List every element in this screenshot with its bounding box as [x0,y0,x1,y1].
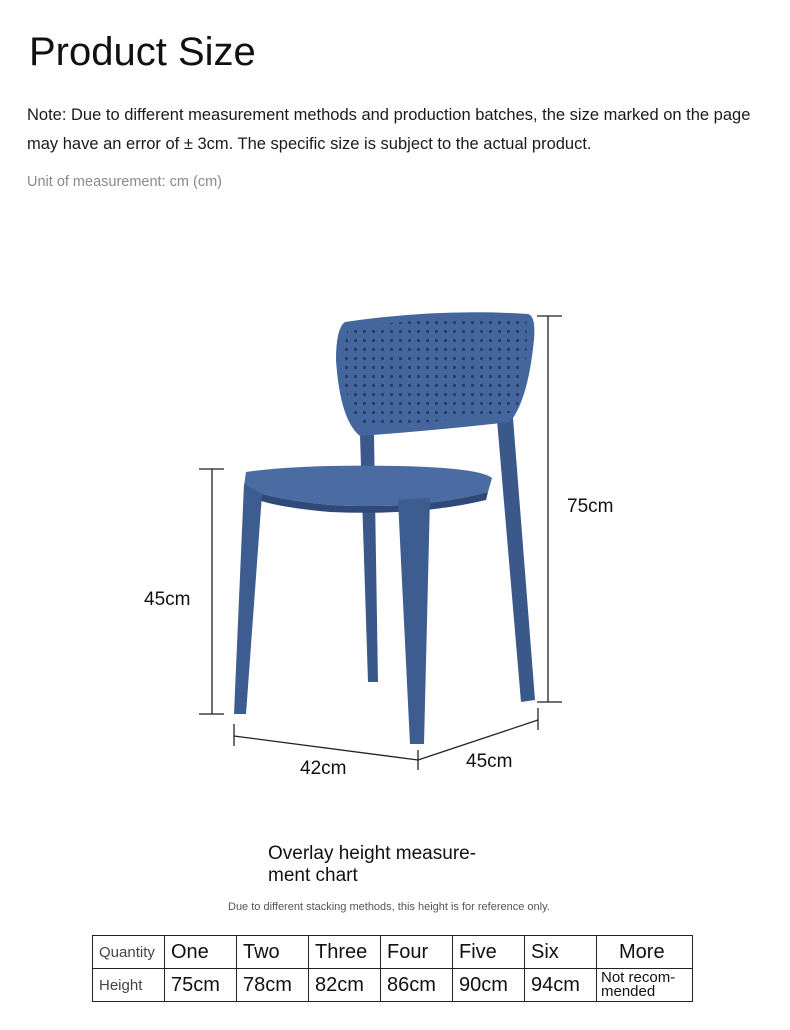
height-cell: 90cm [453,969,525,1002]
chair-front-leg-right [398,498,430,744]
not-recommended-line-1: Not recom- [601,969,676,986]
row-label-quantity: Quantity [93,936,165,969]
chair-illustration [0,300,790,780]
depth-label: 45cm [466,751,513,772]
overlay-chart-title [268,843,476,887]
not-recommended-line-2: mended [601,983,656,1000]
quantity-cell: One [165,936,237,969]
quantity-cell: Three [309,936,381,969]
page-title: Product Size [29,30,256,74]
chair-front-leg-left [234,484,262,714]
height-cell: 78cm [237,969,309,1002]
row-label-height: Height [93,969,165,1002]
height-cell: 94cm [525,969,597,1002]
seat-height-label: 45cm [144,589,191,610]
size-note: Note: Due to different measurement methods and production batches, the size marked on the page may have an error of ± 3cm. The specific size is subject to the actual product. [27,106,751,153]
height-cell: 75cm [165,969,237,1002]
overlay-chart-subtitle: Due to different stacking methods, this height is for reference only. [228,901,550,913]
quantity-cell: Five [453,936,525,969]
total-height-label: 75cm [567,496,614,517]
quantity-cell: Two [237,936,309,969]
quantity-cell: Six [525,936,597,969]
table-row [93,936,693,969]
quantity-cell: More [597,936,693,969]
quantity-cell: Four [381,936,453,969]
width-label: 42cm [300,758,347,779]
chair-dimension-figure [0,300,790,780]
height-cell: 86cm [381,969,453,1002]
unit-label: Unit of measurement: cm (cm) [27,174,222,190]
overlay-title-line-2: ment chart [268,865,358,886]
chair-back-leg-right [497,418,535,702]
height-cell: 82cm [309,969,381,1002]
overlay-title-line-1: Overlay height measure- [268,843,477,864]
stacking-height-table [92,935,693,1002]
not-recommended-cell [597,969,693,1002]
table-row [93,969,693,1002]
